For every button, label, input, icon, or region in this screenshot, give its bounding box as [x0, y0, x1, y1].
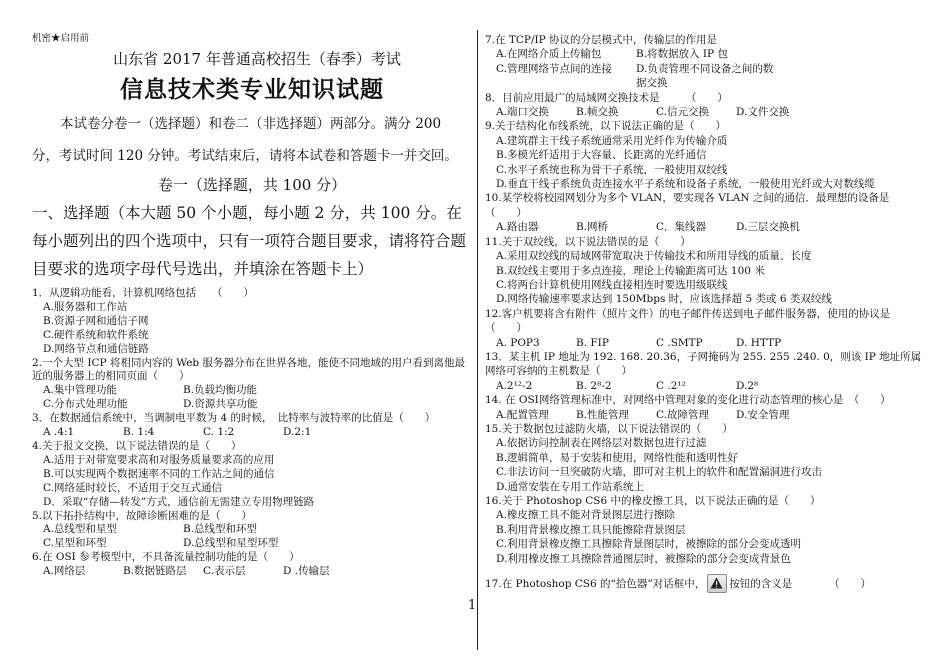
question-item: [32, 412, 472, 440]
answer-option: A. POP3: [496, 336, 540, 349]
answer-option: D. HTTP: [736, 336, 782, 349]
answer-option-row: [32, 398, 472, 412]
question-stem: 8．目前应用最广的局域网交换技术是 （ ）: [485, 91, 728, 104]
answer-option: C.非法访问一旦突破防火墙，即可对主机上的软件和配置漏洞进行攻击: [496, 466, 822, 479]
exam-instructions: 本试卷分卷一（选择题）和卷二（非选择题）两部分。满分 200 分，考试时间 120 分钟。考试结束后，请将本试卷和答题卡一并交回。: [32, 116, 458, 164]
answer-option: A.在网络介质上传输包: [496, 48, 602, 61]
answer-option: C. 1:2: [203, 426, 235, 439]
answer-option: B.负载均衡功能: [183, 384, 258, 397]
question-17: [485, 574, 925, 593]
answer-option: D.网络传输速率要求达到 150Mbps 时，应该选择超 5 类或 6 类双绞线: [496, 293, 832, 306]
answer-option: C .SMTP: [656, 336, 703, 349]
subject-title: 信息技术类专业知识试题: [120, 76, 384, 103]
question-stem: 4.关于报文交换，以下说法错误的是（ ）: [32, 439, 242, 452]
answer-option: A.2¹²-2: [496, 379, 533, 392]
answer-option: A.建筑群主干线子系统通常采用光纤作为传输介质: [496, 134, 728, 147]
answer-option: A .4:1: [43, 426, 75, 439]
question-stem: 16.关于 Photoshop CS6 中的橡皮擦工具，以下说法正确的是（ ）: [485, 495, 821, 507]
question-17-stem-before: 17.在 Photoshop CS6 的“拾色器”对话框中，: [485, 578, 706, 591]
question-stem: 12.客户机要将含有附件（照片文件）的电子邮件传送到电子邮件服务器，使用的协议是（ ）: [485, 307, 891, 335]
question-item: [32, 357, 472, 413]
question-item: [485, 91, 925, 120]
question-stem: 2.一个大型 ICP 将相同内容的 Web 服务器分布在世界各地，能使不同地域的用户看到离他最近的服务器上的相同页面（ ）: [32, 356, 465, 383]
answer-option: D.三层交换机: [736, 221, 800, 234]
question-item: [485, 119, 925, 191]
question-stem: 5.以下拓扑结构中，故障诊断困难的是（ ）: [32, 509, 253, 522]
answer-option: C.信元交换: [656, 106, 709, 119]
answer-option: C .2¹²: [656, 379, 686, 392]
answer-option: A.路由器: [496, 221, 539, 234]
answer-option-row: [485, 408, 925, 422]
answer-option: B.帧交换: [576, 106, 619, 119]
answer-option-row: [485, 105, 925, 119]
answer-option-row: [32, 537, 472, 551]
answer-option: B.双绞线主要用于多点连接，理论上传输距离可达 100 米: [496, 264, 765, 277]
answer-option: C.分布式处理功能: [43, 398, 128, 411]
question-stem: 15.关于数据包过滤防火墙，以下说法错误的（ ）: [485, 422, 733, 435]
question-item: [32, 287, 472, 357]
answer-option-row: [32, 523, 472, 537]
question-item: [32, 510, 472, 552]
part-one-title: 卷一（选择题，共 100 分）: [157, 176, 347, 194]
question-item: [485, 393, 925, 422]
answer-option: D.资源共享功能: [183, 398, 258, 411]
answer-option: A.适用于对带宽要求高和对服务质量要求高的应用: [43, 453, 275, 466]
answer-option: A.服务器和工作站: [43, 300, 128, 313]
warning-triangle-icon: [707, 574, 727, 593]
answer-option: A.总线型和星型: [43, 523, 117, 536]
answer-option: C.表示层: [203, 565, 246, 578]
answer-option: D.利用橡皮擦工具擦除普通图层时，被擦除的部分会变成背景色: [496, 552, 791, 565]
answer-option: A.端口交换: [496, 106, 549, 119]
answer-option: C.网络延时较长，不适用于交互式通信: [43, 481, 222, 494]
answer-option: B.数据链路层: [123, 565, 187, 578]
answer-option: D .传输层: [283, 565, 330, 578]
answer-option: B. 2⁸-2: [576, 379, 612, 392]
answer-option: A.橡皮擦工具不能对背景图层进行擦除: [496, 509, 675, 522]
answer-option: A.集中管理功能: [43, 384, 117, 397]
section-instructions: 一、选择题（本大题 50 个小题，每小题 2 分，共 100 分。在每小题列出的四个选项中，只有一项符合题目要求，请将符合题目要求的选项字母代号选出，并填涂在答题卡上）: [32, 204, 467, 278]
question-stem: 14. 在 OSI网络管理标准中，对网络中管理对象的变化进行动态管理的核心是 （ ）: [485, 394, 891, 407]
answer-option-row: [32, 384, 472, 398]
answer-option: B.可以实现两个数据速率不同的工作站之间的通信: [43, 467, 275, 480]
answer-option: C.利用背景橡皮擦工具擦除背景图层时，被擦除的部分会变成透明: [496, 538, 801, 551]
answer-option: D.总线型和星型环型: [183, 537, 279, 550]
answer-option: B.逻辑简单，易于安装和使用，网络性能和透明性好: [496, 451, 739, 464]
answer-option: D.安全管理: [736, 408, 790, 421]
answer-option: B.网桥: [576, 221, 609, 234]
answer-option: B.总线型和环型: [183, 523, 258, 536]
question-item: [485, 235, 925, 307]
question-item: [485, 422, 925, 494]
exam-title: 山东省 2017 年普通高校招生（春季）考试: [113, 50, 401, 68]
question-stem: 9.关于结构化布线系统，以下说法正确的是（ ）: [485, 120, 727, 133]
question-17-stem-after: 按钮的含义是 （ ）: [729, 578, 871, 591]
page-number: 1: [468, 598, 477, 613]
answer-option: D.网络节点和通信链路: [43, 342, 149, 355]
answer-option: C.硬件系统和软件系统: [43, 328, 149, 341]
answer-option: B.多模光纤适用于大容量、长距离的光纤通信: [496, 149, 707, 162]
answer-option-row: [485, 336, 925, 350]
answer-option: D.2:1: [283, 426, 312, 439]
answer-option: B.性能管理: [576, 408, 630, 421]
column-divider: [477, 30, 478, 650]
answer-option: D.文件交换: [736, 106, 790, 119]
answer-option: B.利用背景橡皮擦工具只能擦除背景图层: [496, 523, 686, 536]
answer-option: B. FIP: [576, 336, 609, 349]
question-stem: 11.关于双绞线，以下说法错误的是（ ）: [485, 235, 691, 248]
answer-option: D．采取“存储—转发”方式，通信前无需建立专用物理链路: [43, 495, 315, 508]
answer-option-row: [32, 426, 472, 440]
question-item: [485, 494, 925, 566]
question-item: [485, 307, 925, 350]
answer-option: C.水平子系统也称为骨干子系统，一般使用双绞线: [496, 163, 728, 176]
answer-option: B.将数据放入 IP 包: [636, 48, 728, 61]
question-stem: 1．从逻辑功能看，计算机网络包括 （ ）: [32, 287, 254, 299]
answer-option: C．集线器: [656, 221, 707, 234]
answer-option: D.通常安装在专用工作站系统上: [496, 480, 644, 493]
question-item: [32, 440, 472, 510]
answer-option: A.配置管理: [496, 408, 549, 421]
answer-option: C.管理网络节点间的连接: [496, 62, 612, 75]
question-list-right: [485, 33, 925, 566]
question-list-left: [32, 287, 472, 579]
answer-option: D.垂直干线子系统负责连接水平子系统和设备子系统，一般使用光纤或大对数线缆: [496, 178, 875, 191]
answer-option-row: [485, 379, 925, 393]
question-stem: 7.在 TCP/IP 协议的分层模式中，传输层的作用是: [485, 34, 718, 46]
answer-option: A.采用双绞线的局域网带宽取决于传输技术和所用导线的质量、长度: [496, 250, 812, 263]
answer-option-row: [32, 565, 472, 579]
question-stem: 10.某学校将校园网划分为多个 VLAN，要实现各 VLAN 之间的通信．最理想的设备是（ ）: [485, 192, 890, 219]
answer-option: C.将两台计算机使用网线直接相连时要选用级联线: [496, 278, 728, 291]
answer-option-row: [485, 220, 925, 234]
question-stem: 3．在数据通信系统中，当调制电平数为 4 的时候， 比特率与波特率的比值是（ ）: [32, 412, 436, 425]
answer-option: D.负责管理不同设备之间的数据交换: [636, 62, 774, 90]
question-item: [485, 33, 925, 91]
question-stem: 6.在 OSI 参考模型中，不具备流量控制功能的是（ ）: [32, 551, 300, 564]
answer-option-row: [485, 62, 925, 91]
answer-option: C.故障管理: [656, 408, 709, 421]
left-column: [32, 30, 472, 579]
answer-option: C.星型和环型: [43, 537, 107, 550]
question-item: [485, 191, 925, 234]
answer-option: B. 1:4: [123, 426, 155, 439]
answer-option: D.2⁸: [736, 379, 759, 392]
answer-option: A.依据访问控制表在网络层对数据包进行过滤: [496, 437, 707, 450]
answer-option: B.资源子网和通信子网: [43, 314, 149, 327]
answer-option: A.网络层: [43, 565, 86, 578]
confidential-label: 机密★启用前: [32, 33, 90, 44]
question-item: [32, 551, 472, 579]
question-stem: 13．某主机 IP 地址为 192. 168. 20.36，子网掩码为 255. 255 .240. 0，则该 IP 地址所属网络可容纳的主机数是（ ）: [485, 350, 922, 378]
question-item: [485, 350, 925, 393]
answer-option-row: [485, 47, 925, 61]
right-column: [485, 33, 925, 593]
